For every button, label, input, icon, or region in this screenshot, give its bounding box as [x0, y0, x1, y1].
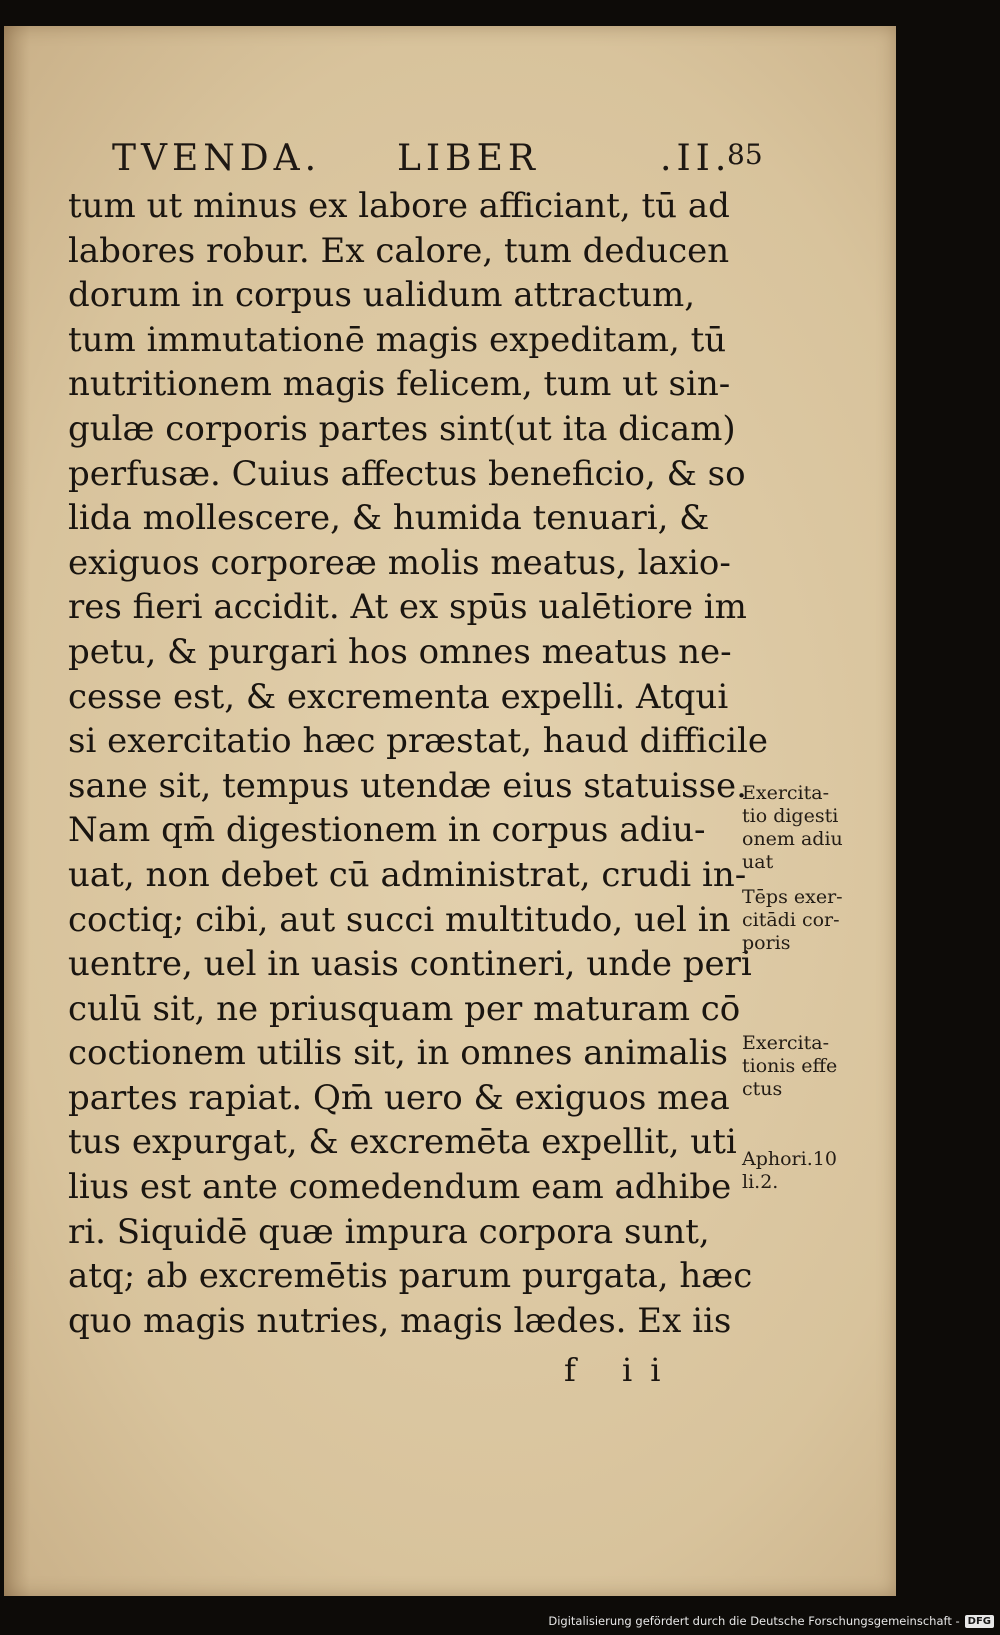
digitization-footer	[548, 1609, 994, 1633]
text-line: uentre, uel in uasis contineri, unde peri	[68, 944, 752, 985]
text-line: atq; ab excremētis parum purgata, hæc	[68, 1256, 753, 1297]
text-line: perfusæ. Cuius affectus beneficio, & so	[68, 453, 746, 494]
margin-note-line: Tēps exer-	[742, 886, 843, 908]
text-line: quo magis nutries, magis lædes. Ex iis	[68, 1300, 732, 1341]
margin-note-line: uat	[742, 851, 774, 873]
margin-note-line: citādi cor-	[742, 909, 840, 931]
text-line: sane sit, tempus utendæ eius statuisse.	[68, 765, 747, 806]
margin-note-digestion	[742, 782, 882, 874]
book-label: LIBER	[397, 138, 540, 179]
margin-note-line: tionis effe	[742, 1055, 838, 1077]
margin-note-line: poris	[742, 932, 791, 954]
text-line: petu, & purgari hos omnes meatus ne-	[68, 631, 732, 672]
text-line: ri. Siquidē quæ impura corpora sunt,	[68, 1211, 710, 1252]
text-line: uat, non debet cū administrat, crudi in-	[68, 854, 747, 895]
margin-note-line: onem adiu	[742, 828, 843, 850]
text-line: lius est ante comedendum eam adhibe	[68, 1167, 732, 1208]
text-line: tus expurgat, & excremēta expellit, uti	[68, 1122, 737, 1163]
book-number: .II.	[660, 138, 732, 179]
text-line: tum ut minus ex labore afficiant, tū ad	[68, 186, 730, 226]
text-line: cesse est, & excrementa expelli. Atqui	[68, 676, 729, 717]
text-line: lida mollescere, & humida tenuari, &	[68, 498, 710, 539]
text-line: Nam qm̄ digestionem in corpus adiu-	[68, 810, 706, 851]
dfg-logo: DFG	[965, 1615, 994, 1628]
text-line: partes rapiat. Qm̄ uero & exiguos mea	[68, 1077, 730, 1118]
running-title: TVENDA.	[112, 138, 322, 179]
book-page	[4, 26, 896, 1596]
margin-note-line: Exercita-	[742, 782, 830, 804]
margin-note-line: li.2.	[742, 1171, 779, 1193]
text-line: coctionem utilis sit, in omnes animalis	[68, 1033, 728, 1074]
margin-note-exercise-effect	[742, 1032, 882, 1101]
text-line: si exercitatio hæc præstat, haud difficile	[68, 721, 769, 762]
page-number: 85	[727, 138, 763, 171]
margin-note-line: ctus	[742, 1078, 783, 1100]
text-line: res fieri accidit. At ex spūs ualētiore im	[68, 587, 747, 628]
margin-note-exercise-time	[742, 886, 882, 955]
text-line: culū sit, ne priusquam per maturam cō	[68, 988, 741, 1029]
margin-note-line: Aphori.10	[742, 1148, 837, 1170]
margin-note-line: Exercita-	[742, 1032, 830, 1054]
text-line: dorum in corpus ualidum attractum,	[68, 275, 696, 316]
margin-note-aphorism	[742, 1148, 882, 1194]
text-line: labores robur. Ex calore, tum deducen	[68, 230, 730, 271]
running-header	[112, 138, 802, 182]
text-line: gulæ corporis partes sint(ut ita dicam)	[68, 408, 736, 449]
margin-note-line: tio digesti	[742, 805, 839, 827]
signature-mark: f ii	[564, 1351, 679, 1389]
text-line: exiguos corporeæ molis meatus, laxio-	[68, 542, 731, 583]
footer-credit: Digitalisierung gefördert durch die Deutsche Forschungsgemeinschaft -	[548, 1614, 960, 1628]
text-line: tum immutationē magis expeditam, tū	[68, 319, 727, 360]
text-line: coctiq; cibi, aut succi multitudo, uel in	[68, 899, 731, 940]
text-line: nutritionem magis felicem, tum ut sin-	[68, 364, 731, 405]
